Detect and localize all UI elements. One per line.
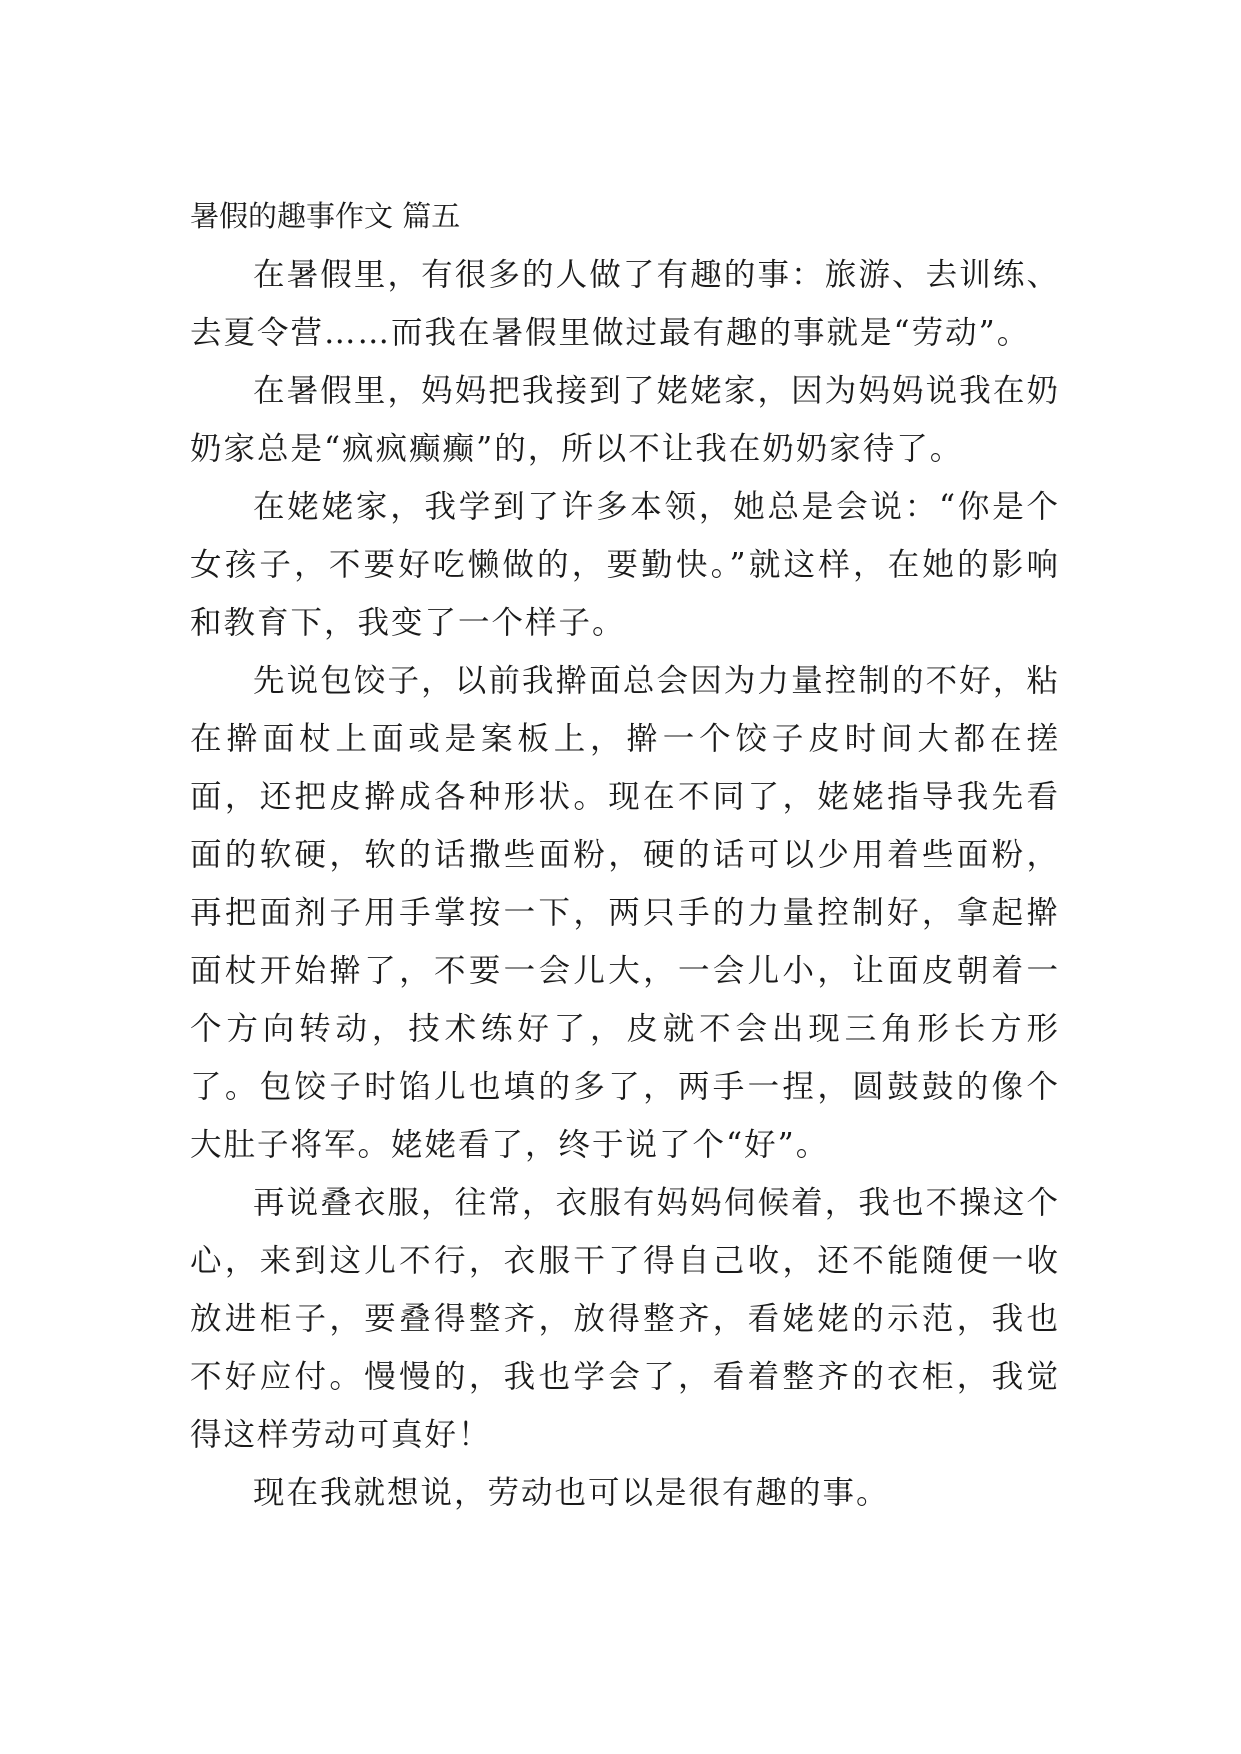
paragraph-6: 现在我就想说，劳动也可以是很有趣的事。 [253,1475,890,1511]
article [190,186,1060,1522]
paragraph-5: 再说叠衣服，往常，衣服有妈妈伺候着，我也不操这个心，来到这儿不行，衣服干了得自己收，还不能随便一收放进柜子，要叠得整齐，放得整齐，看姥姥的示范，我也不好应付。慢慢的，我也学会了，看着整齐的衣柜，我觉得这样劳动可真好！ [190,1185,1060,1453]
article-title: 暑假的趣事作文 篇五 [190,199,461,233]
paragraph-1: 在暑假里，有很多的人做了有趣的事：旅游、去训练、去夏令营……而我在暑假里做过最有趣的事就是“劳动”。 [190,257,1060,351]
paragraph-4: 先说包饺子，以前我擀面总会因为力量控制的不好，粘在擀面杖上面或是案板上，擀一个饺子皮时间大都在搓面，还把皮擀成各种形状。现在不同了，姥姥指导我先看面的软硬，软的话撒些面粉，硬的话可以少用着些面粉，再把面剂子用手掌按一下，两只手的力量控制好，拿起擀面杖开始擀了，不要一会儿大，一会儿小，让面皮朝着一个方向转动，技术练好了，皮就不会出现三角形长方形了。包饺子时馅儿也填的多了，两手一捏，圆鼓鼓的像个大肚子将军。姥姥看了，终于说了个“好”。 [190,663,1060,1163]
paragraph-2: 在暑假里，妈妈把我接到了姥姥家，因为妈妈说我在奶奶家总是“疯疯癫癫”的，所以不让我在奶奶家待了。 [190,373,1060,467]
paragraph-3: 在姥姥家，我学到了许多本领，她总是会说：“你是个女孩子，不要好吃懒做的，要勤快。”就这样，在她的影响和教育下，我变了一个样子。 [190,489,1060,641]
